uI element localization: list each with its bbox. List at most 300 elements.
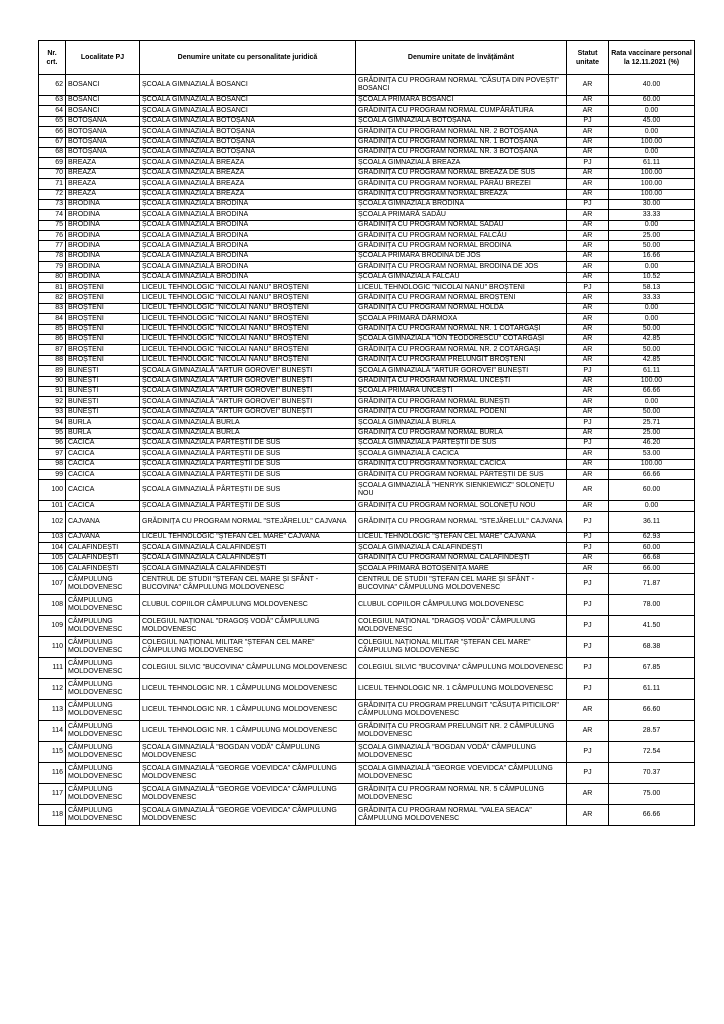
cell-localitate: CÂMPULUNG MOLDOVENESC bbox=[66, 595, 140, 616]
cell-unitate-inv: LICEUL TEHNOLOGIC NR. 1 CÂMPULUNG MOLDOVENESC bbox=[356, 679, 567, 700]
cell-nr: 71 bbox=[39, 179, 66, 189]
cell-statut: PJ bbox=[567, 742, 609, 763]
table-row bbox=[39, 595, 695, 616]
cell-nr: 110 bbox=[39, 637, 66, 658]
cell-unitate-inv: ȘCOALA PRIMARĂ BRODINA DE JOS bbox=[356, 251, 567, 261]
cell-statut: AR bbox=[567, 231, 609, 241]
cell-unitate-inv: GRĂDINIȚA CU PROGRAM NORMAL NR. 1 COTÂRGAȘI bbox=[356, 324, 567, 334]
cell-unitate-pj: LICEUL TEHNOLOGIC "NICOLAI NANU" BROȘTENI bbox=[140, 283, 356, 293]
cell-statut: AR bbox=[567, 721, 609, 742]
table-row bbox=[39, 314, 695, 324]
header-statut: Statut unitate bbox=[567, 41, 609, 75]
cell-localitate: CÂMPULUNG MOLDOVENESC bbox=[66, 784, 140, 805]
cell-unitate-pj: LICEUL TEHNOLOGIC "ȘTEFAN CEL MARE" CAJVANA bbox=[140, 532, 356, 542]
cell-rata: 75.00 bbox=[609, 784, 695, 805]
cell-nr: 88 bbox=[39, 355, 66, 365]
table-row bbox=[39, 428, 695, 438]
table-row bbox=[39, 805, 695, 826]
cell-statut: AR bbox=[567, 407, 609, 417]
cell-nr: 113 bbox=[39, 700, 66, 721]
cell-rata: 25.71 bbox=[609, 418, 695, 428]
cell-unitate-pj: ȘCOALA GIMNAZIALĂ BRODINA bbox=[140, 251, 356, 261]
table-row bbox=[39, 784, 695, 805]
table-row bbox=[39, 137, 695, 147]
cell-nr: 90 bbox=[39, 376, 66, 386]
cell-nr: 72 bbox=[39, 189, 66, 199]
cell-localitate: BOTOȘANA bbox=[66, 127, 140, 137]
cell-statut: AR bbox=[567, 376, 609, 386]
cell-localitate: BUNEȘTI bbox=[66, 376, 140, 386]
cell-localitate: BRODINA bbox=[66, 220, 140, 230]
cell-localitate: CÂMPULUNG MOLDOVENESC bbox=[66, 658, 140, 679]
cell-unitate-pj: CLUBUL COPIILOR CÂMPULUNG MOLDOVENESC bbox=[140, 595, 356, 616]
cell-unitate-inv: GRĂDINIȚA CU PROGRAM NORMAL NR. 3 BOTOȘANA bbox=[356, 147, 567, 157]
cell-statut: PJ bbox=[567, 418, 609, 428]
cell-unitate-inv: GRĂDINIȚA CU PROGRAM NORMAL NR. 1 BOTOȘANA bbox=[356, 137, 567, 147]
cell-nr: 83 bbox=[39, 303, 66, 313]
cell-unitate-pj: LICEUL TEHNOLOGIC NR. 1 CÂMPULUNG MOLDOVENESC bbox=[140, 721, 356, 742]
cell-rata: 0.00 bbox=[609, 314, 695, 324]
cell-statut: PJ bbox=[567, 658, 609, 679]
table-row bbox=[39, 616, 695, 637]
cell-rata: 68.38 bbox=[609, 637, 695, 658]
cell-unitate-pj: ȘCOALA GIMNAZIALĂ BOTOȘANA bbox=[140, 116, 356, 126]
table-row bbox=[39, 386, 695, 396]
cell-rata: 60.00 bbox=[609, 543, 695, 553]
cell-unitate-inv: ȘCOALA GIMNAZIALĂ BURLA bbox=[356, 418, 567, 428]
cell-unitate-inv: COLEGIUL NAȚIONAL "DRAGOȘ VODĂ" CÂMPULUNG MOLDOVENESC bbox=[356, 616, 567, 637]
cell-unitate-inv: GRĂDINIȚA CU PROGRAM PRELUNGIT BROȘTENI bbox=[356, 355, 567, 365]
table-row bbox=[39, 679, 695, 700]
cell-unitate-pj: COLEGIUL NAȚIONAL "DRAGOȘ VODĂ" CÂMPULUNG MOLDOVENESC bbox=[140, 616, 356, 637]
cell-statut: AR bbox=[567, 700, 609, 721]
cell-rata: 58.13 bbox=[609, 283, 695, 293]
cell-unitate-inv: GRĂDINIȚA CU PROGRAM NORMAL PODENI bbox=[356, 407, 567, 417]
cell-localitate: CAJVANA bbox=[66, 532, 140, 542]
cell-unitate-pj: CENTRUL DE STUDII "ȘTEFAN CEL MARE ȘI SFÂNT - BUCOVINA" CÂMPULUNG MOLDOVENESC bbox=[140, 574, 356, 595]
cell-nr: 63 bbox=[39, 96, 66, 106]
cell-nr: 111 bbox=[39, 658, 66, 679]
table-row bbox=[39, 158, 695, 168]
cell-localitate: BUNEȘTI bbox=[66, 407, 140, 417]
cell-rata: 36.11 bbox=[609, 511, 695, 532]
cell-statut: PJ bbox=[567, 679, 609, 700]
cell-rata: 61.11 bbox=[609, 158, 695, 168]
table-body bbox=[39, 75, 695, 826]
table-row bbox=[39, 470, 695, 480]
cell-localitate: BREAZA bbox=[66, 179, 140, 189]
cell-unitate-inv: GRĂDINIȚA CU PROGRAM NORMAL NR. 5 CÂMPULUNG MOLDOVENESC bbox=[356, 784, 567, 805]
cell-unitate-inv: GRĂDINIȚA CU PROGRAM NORMAL "VALEA SEACA" CÂMPULUNG MOLDOVENESC bbox=[356, 805, 567, 826]
table-row bbox=[39, 459, 695, 469]
table-row bbox=[39, 574, 695, 595]
cell-nr: 107 bbox=[39, 574, 66, 595]
cell-localitate: CÂMPULUNG MOLDOVENESC bbox=[66, 700, 140, 721]
cell-rata: 72.54 bbox=[609, 742, 695, 763]
cell-localitate: BUNEȘTI bbox=[66, 366, 140, 376]
cell-unitate-pj: ȘCOALA GIMNAZIALĂ BRODINA bbox=[140, 241, 356, 251]
cell-statut: AR bbox=[567, 355, 609, 365]
cell-localitate: BROȘTENI bbox=[66, 283, 140, 293]
table-row bbox=[39, 345, 695, 355]
cell-unitate-pj: ȘCOALA GIMNAZIALĂ BURLA bbox=[140, 428, 356, 438]
header-nr: Nr. crt. bbox=[39, 41, 66, 75]
table-row bbox=[39, 763, 695, 784]
cell-localitate: BROȘTENI bbox=[66, 303, 140, 313]
cell-statut: PJ bbox=[567, 595, 609, 616]
cell-unitate-pj: LICEUL TEHNOLOGIC "NICOLAI NANU" BROȘTENI bbox=[140, 345, 356, 355]
cell-unitate-inv: COLEGIUL SILVIC "BUCOVINA" CÂMPULUNG MOLDOVENESC bbox=[356, 658, 567, 679]
cell-statut: AR bbox=[567, 459, 609, 469]
table-row bbox=[39, 334, 695, 344]
cell-localitate: BOTOȘANA bbox=[66, 137, 140, 147]
cell-statut: AR bbox=[567, 324, 609, 334]
table-row bbox=[39, 96, 695, 106]
cell-unitate-inv: COLEGIUL NAȚIONAL MILITAR "ȘTEFAN CEL MARE" CÂMPULUNG MOLDOVENESC bbox=[356, 637, 567, 658]
cell-nr: 100 bbox=[39, 480, 66, 501]
table-row bbox=[39, 366, 695, 376]
cell-unitate-pj: ȘCOALA GIMNAZIALĂ BOSANCI bbox=[140, 106, 356, 116]
cell-localitate: BROȘTENI bbox=[66, 324, 140, 334]
table-row bbox=[39, 407, 695, 417]
cell-nr: 79 bbox=[39, 262, 66, 272]
cell-rata: 100.00 bbox=[609, 459, 695, 469]
cell-localitate: CACICA bbox=[66, 480, 140, 501]
cell-unitate-pj: ȘCOALA GIMNAZIALĂ BOSANCI bbox=[140, 96, 356, 106]
cell-localitate: BOTOȘANA bbox=[66, 116, 140, 126]
table-row bbox=[39, 543, 695, 553]
cell-statut: AR bbox=[567, 303, 609, 313]
table-row bbox=[39, 210, 695, 220]
cell-unitate-inv: GRĂDINIȚA CU PROGRAM NORMAL NR. 2 BOTOȘANA bbox=[356, 127, 567, 137]
cell-unitate-inv: ȘCOALA GIMNAZIALĂ "BOGDAN VODĂ" CÂMPULUNG MOLDOVENESC bbox=[356, 742, 567, 763]
cell-rata: 50.00 bbox=[609, 407, 695, 417]
cell-nr: 62 bbox=[39, 75, 66, 96]
table-row bbox=[39, 564, 695, 574]
cell-rata: 50.00 bbox=[609, 241, 695, 251]
cell-localitate: BROȘTENI bbox=[66, 314, 140, 324]
cell-localitate: CACICA bbox=[66, 470, 140, 480]
cell-nr: 112 bbox=[39, 679, 66, 700]
cell-nr: 104 bbox=[39, 543, 66, 553]
cell-localitate: CACICA bbox=[66, 459, 140, 469]
cell-localitate: BROȘTENI bbox=[66, 334, 140, 344]
table-row bbox=[39, 189, 695, 199]
cell-unitate-inv: GRĂDINIȚA CU PROGRAM NORMAL "CĂSUȚA DIN POVEȘTI" BOSANCI bbox=[356, 75, 567, 96]
cell-rata: 100.00 bbox=[609, 179, 695, 189]
cell-localitate: BRODINA bbox=[66, 251, 140, 261]
cell-statut: PJ bbox=[567, 199, 609, 209]
cell-localitate: BURLA bbox=[66, 418, 140, 428]
header-rata: Rata vaccinare personal la 12.11.2021 (%) bbox=[609, 41, 695, 75]
cell-rata: 42.85 bbox=[609, 334, 695, 344]
cell-unitate-pj: ȘCOALA GIMNAZIALĂ "ARTUR GOROVEI" BUNEȘTI bbox=[140, 376, 356, 386]
cell-unitate-pj: LICEUL TEHNOLOGIC "NICOLAI NANU" BROȘTENI bbox=[140, 314, 356, 324]
table-row bbox=[39, 251, 695, 261]
cell-unitate-inv: ȘCOALA PRIMARĂ UNCEȘTI bbox=[356, 386, 567, 396]
cell-unitate-inv: ȘCOALA GIMNAZIALĂ BREAZA bbox=[356, 158, 567, 168]
cell-nr: 65 bbox=[39, 116, 66, 126]
cell-rata: 42.85 bbox=[609, 355, 695, 365]
cell-statut: PJ bbox=[567, 532, 609, 542]
cell-unitate-pj: ȘCOALA GIMNAZIALĂ BREAZA bbox=[140, 189, 356, 199]
table-row bbox=[39, 179, 695, 189]
table-row bbox=[39, 418, 695, 428]
table-row bbox=[39, 262, 695, 272]
cell-rata: 100.00 bbox=[609, 137, 695, 147]
cell-rata: 60.00 bbox=[609, 96, 695, 106]
cell-nr: 118 bbox=[39, 805, 66, 826]
table-row bbox=[39, 220, 695, 230]
cell-nr: 81 bbox=[39, 283, 66, 293]
cell-unitate-inv: GRĂDINIȚA CU PROGRAM NORMAL BURLA bbox=[356, 428, 567, 438]
cell-rata: 50.00 bbox=[609, 324, 695, 334]
cell-statut: AR bbox=[567, 805, 609, 826]
cell-rata: 100.00 bbox=[609, 376, 695, 386]
cell-rata: 66.66 bbox=[609, 805, 695, 826]
cell-statut: AR bbox=[567, 784, 609, 805]
cell-rata: 0.00 bbox=[609, 397, 695, 407]
cell-unitate-inv: GRĂDINIȚA CU PROGRAM NORMAL CUMPĂRĂTURA bbox=[356, 106, 567, 116]
cell-localitate: BRODINA bbox=[66, 272, 140, 282]
table-row bbox=[39, 199, 695, 209]
cell-nr: 67 bbox=[39, 137, 66, 147]
cell-nr: 73 bbox=[39, 199, 66, 209]
cell-rata: 25.00 bbox=[609, 231, 695, 241]
cell-unitate-pj: ȘCOALA GIMNAZIALĂ BURLA bbox=[140, 418, 356, 428]
cell-nr: 91 bbox=[39, 386, 66, 396]
cell-localitate: CÂMPULUNG MOLDOVENESC bbox=[66, 763, 140, 784]
cell-statut: AR bbox=[567, 137, 609, 147]
cell-unitate-pj: COLEGIUL NAȚIONAL MILITAR "ȘTEFAN CEL MARE" CÂMPULUNG MOLDOVENESC bbox=[140, 637, 356, 658]
cell-rata: 41.50 bbox=[609, 616, 695, 637]
cell-unitate-pj: LICEUL TEHNOLOGIC "NICOLAI NANU" BROȘTENI bbox=[140, 293, 356, 303]
cell-unitate-pj: ȘCOALA GIMNAZIALĂ BRODINA bbox=[140, 210, 356, 220]
document-page bbox=[38, 40, 694, 826]
cell-localitate: CÂMPULUNG MOLDOVENESC bbox=[66, 721, 140, 742]
cell-nr: 69 bbox=[39, 158, 66, 168]
cell-nr: 117 bbox=[39, 784, 66, 805]
cell-unitate-pj: LICEUL TEHNOLOGIC "NICOLAI NANU" BROȘTENI bbox=[140, 355, 356, 365]
cell-unitate-inv: GRĂDINIȚA CU PROGRAM NORMAL SOLONEȚU NOU bbox=[356, 501, 567, 511]
cell-localitate: BURLA bbox=[66, 428, 140, 438]
cell-rata: 61.11 bbox=[609, 366, 695, 376]
cell-localitate: BROȘTENI bbox=[66, 355, 140, 365]
cell-rata: 78.00 bbox=[609, 595, 695, 616]
cell-unitate-inv: GRĂDINIȚA CU PROGRAM NORMAL NR. 2 COTÂRGAȘI bbox=[356, 345, 567, 355]
cell-unitate-inv: GRĂDINIȚA CU PROGRAM NORMAL PÂRTEȘTII DE SUS bbox=[356, 470, 567, 480]
cell-unitate-pj: ȘCOALA GIMNAZIALĂ PÂRTEȘTII DE SUS bbox=[140, 480, 356, 501]
cell-unitate-inv: ȘCOALA GIMNAZIALĂ "ARTUR GOROVEI" BUNEȘTI bbox=[356, 366, 567, 376]
cell-unitate-inv: GRĂDINIȚA CU PROGRAM NORMAL HOLDA bbox=[356, 303, 567, 313]
cell-localitate: BUNEȘTI bbox=[66, 386, 140, 396]
cell-unitate-pj: ȘCOALA GIMNAZIALĂ "ARTUR GOROVEI" BUNEȘTI bbox=[140, 366, 356, 376]
cell-rata: 100.00 bbox=[609, 189, 695, 199]
cell-unitate-pj: ȘCOALA GIMNAZIALĂ CALAFINDEȘTI bbox=[140, 553, 356, 563]
cell-nr: 80 bbox=[39, 272, 66, 282]
cell-unitate-inv: GRĂDINIȚA CU PROGRAM NORMAL CACICA bbox=[356, 459, 567, 469]
table-row bbox=[39, 501, 695, 511]
table-row bbox=[39, 127, 695, 137]
cell-unitate-inv: ȘCOALA GIMNAZIALĂ BRODINA bbox=[356, 199, 567, 209]
cell-unitate-pj: LICEUL TEHNOLOGIC "NICOLAI NANU" BROȘTENI bbox=[140, 334, 356, 344]
cell-unitate-pj: ȘCOALA GIMNAZIALĂ BRODINA bbox=[140, 220, 356, 230]
cell-statut: AR bbox=[567, 168, 609, 178]
cell-unitate-pj: ȘCOALA GIMNAZIALĂ PÂRTEȘTII DE SUS bbox=[140, 501, 356, 511]
cell-unitate-pj: ȘCOALA GIMNAZIALĂ BRODINA bbox=[140, 272, 356, 282]
cell-localitate: CÂMPULUNG MOLDOVENESC bbox=[66, 805, 140, 826]
cell-nr: 115 bbox=[39, 742, 66, 763]
cell-rata: 28.57 bbox=[609, 721, 695, 742]
cell-nr: 84 bbox=[39, 314, 66, 324]
cell-nr: 102 bbox=[39, 511, 66, 532]
cell-rata: 66.60 bbox=[609, 700, 695, 721]
cell-statut: AR bbox=[567, 345, 609, 355]
cell-localitate: CÂMPULUNG MOLDOVENESC bbox=[66, 679, 140, 700]
cell-statut: AR bbox=[567, 127, 609, 137]
cell-statut: PJ bbox=[567, 616, 609, 637]
table-row bbox=[39, 293, 695, 303]
cell-unitate-inv: ȘCOALA GIMNAZIALĂ "GEORGE VOEVIDCA" CÂMPULUNG MOLDOVENESC bbox=[356, 763, 567, 784]
cell-unitate-pj: LICEUL TEHNOLOGIC NR. 1 CÂMPULUNG MOLDOVENESC bbox=[140, 700, 356, 721]
table-row bbox=[39, 168, 695, 178]
cell-localitate: BRODINA bbox=[66, 199, 140, 209]
cell-unitate-pj: ȘCOALA GIMNAZIALĂ "ARTUR GOROVEI" BUNEȘTI bbox=[140, 397, 356, 407]
cell-statut: AR bbox=[567, 189, 609, 199]
cell-nr: 103 bbox=[39, 532, 66, 542]
cell-statut: AR bbox=[567, 262, 609, 272]
cell-nr: 68 bbox=[39, 147, 66, 157]
cell-nr: 99 bbox=[39, 470, 66, 480]
cell-nr: 94 bbox=[39, 418, 66, 428]
cell-localitate: BOSANCI bbox=[66, 75, 140, 96]
cell-unitate-inv: LICEUL TEHNOLOGIC "ȘTEFAN CEL MARE" CAJVANA bbox=[356, 532, 567, 542]
cell-statut: AR bbox=[567, 220, 609, 230]
cell-statut: AR bbox=[567, 179, 609, 189]
cell-statut: AR bbox=[567, 470, 609, 480]
cell-unitate-inv: ȘCOALA PRIMARĂ SADĂU bbox=[356, 210, 567, 220]
cell-unitate-pj: LICEUL TEHNOLOGIC "NICOLAI NANU" BROȘTENI bbox=[140, 303, 356, 313]
cell-rata: 71.87 bbox=[609, 574, 695, 595]
table-row bbox=[39, 116, 695, 126]
cell-nr: 75 bbox=[39, 220, 66, 230]
cell-rata: 62.93 bbox=[609, 532, 695, 542]
table-row bbox=[39, 438, 695, 448]
cell-unitate-inv: ȘCOALA GIMNAZIALĂ FALCĂU bbox=[356, 272, 567, 282]
table-row bbox=[39, 742, 695, 763]
cell-statut: AR bbox=[567, 147, 609, 157]
cell-rata: 0.00 bbox=[609, 262, 695, 272]
cell-unitate-inv: GRĂDINIȚA CU PROGRAM NORMAL SADĂU bbox=[356, 220, 567, 230]
cell-nr: 87 bbox=[39, 345, 66, 355]
cell-rata: 60.00 bbox=[609, 480, 695, 501]
cell-statut: PJ bbox=[567, 438, 609, 448]
cell-unitate-pj: ȘCOALA GIMNAZIALĂ BREAZA bbox=[140, 158, 356, 168]
cell-nr: 92 bbox=[39, 397, 66, 407]
cell-unitate-inv: GRĂDINIȚA CU PROGRAM PRELUNGIT NR. 2 CÂMPULUNG MOLDOVENESC bbox=[356, 721, 567, 742]
cell-unitate-pj: ȘCOALA GIMNAZIALĂ "GEORGE VOEVIDCA" CÂMPULUNG MOLDOVENESC bbox=[140, 784, 356, 805]
cell-statut: PJ bbox=[567, 283, 609, 293]
cell-unitate-inv: ȘCOALA GIMNAZIALĂ "ION TEODORESCU" COTÂRGAȘI bbox=[356, 334, 567, 344]
cell-statut: PJ bbox=[567, 637, 609, 658]
cell-statut: PJ bbox=[567, 116, 609, 126]
cell-unitate-inv: ȘCOALA GIMNAZIALĂ CACICA bbox=[356, 449, 567, 459]
cell-rata: 46.20 bbox=[609, 438, 695, 448]
cell-rata: 0.00 bbox=[609, 303, 695, 313]
cell-unitate-inv: ȘCOALA GIMNAZIALĂ BOTOȘANA bbox=[356, 116, 567, 126]
cell-rata: 66.66 bbox=[609, 470, 695, 480]
cell-rata: 30.00 bbox=[609, 199, 695, 209]
cell-nr: 106 bbox=[39, 564, 66, 574]
cell-unitate-pj: ȘCOALA GIMNAZIALĂ BRODINA bbox=[140, 199, 356, 209]
cell-rata: 100.00 bbox=[609, 168, 695, 178]
cell-statut: AR bbox=[567, 106, 609, 116]
cell-unitate-pj: ȘCOALA GIMNAZIALĂ BREAZA bbox=[140, 168, 356, 178]
cell-nr: 74 bbox=[39, 210, 66, 220]
cell-statut: AR bbox=[567, 96, 609, 106]
table-row bbox=[39, 532, 695, 542]
cell-unitate-pj: ȘCOALA GIMNAZIALĂ "ARTUR GOROVEI" BUNEȘTI bbox=[140, 386, 356, 396]
table-row bbox=[39, 75, 695, 96]
cell-statut: PJ bbox=[567, 763, 609, 784]
cell-nr: 64 bbox=[39, 106, 66, 116]
cell-rata: 25.00 bbox=[609, 428, 695, 438]
cell-unitate-pj: ȘCOALA GIMNAZIALĂ PÂRTEȘTII DE SUS bbox=[140, 470, 356, 480]
table-row bbox=[39, 449, 695, 459]
cell-statut: AR bbox=[567, 293, 609, 303]
cell-nr: 116 bbox=[39, 763, 66, 784]
cell-rata: 40.00 bbox=[609, 75, 695, 96]
table-row bbox=[39, 511, 695, 532]
cell-rata: 70.37 bbox=[609, 763, 695, 784]
cell-nr: 82 bbox=[39, 293, 66, 303]
cell-statut: PJ bbox=[567, 366, 609, 376]
cell-unitate-pj: LICEUL TEHNOLOGIC NR. 1 CÂMPULUNG MOLDOVENESC bbox=[140, 679, 356, 700]
cell-nr: 95 bbox=[39, 428, 66, 438]
cell-rata: 16.66 bbox=[609, 251, 695, 261]
cell-localitate: CALAFINDEȘTI bbox=[66, 564, 140, 574]
table-row bbox=[39, 241, 695, 251]
cell-rata: 61.11 bbox=[609, 679, 695, 700]
table-row bbox=[39, 637, 695, 658]
cell-localitate: BRODINA bbox=[66, 262, 140, 272]
cell-statut: AR bbox=[567, 251, 609, 261]
table-row bbox=[39, 231, 695, 241]
table-row bbox=[39, 147, 695, 157]
cell-unitate-inv: ȘCOALA PRIMARĂ BOSANCI bbox=[356, 96, 567, 106]
cell-statut: PJ bbox=[567, 511, 609, 532]
cell-nr: 108 bbox=[39, 595, 66, 616]
cell-localitate: CACICA bbox=[66, 501, 140, 511]
cell-unitate-inv: GRĂDINIȚA CU PROGRAM NORMAL FALCĂU bbox=[356, 231, 567, 241]
cell-localitate: BREAZA bbox=[66, 168, 140, 178]
cell-unitate-inv: GRĂDINIȚA CU PROGRAM NORMAL BUNEȘTI bbox=[356, 397, 567, 407]
cell-statut: AR bbox=[567, 397, 609, 407]
cell-localitate: CALAFINDEȘTI bbox=[66, 553, 140, 563]
cell-localitate: CÂMPULUNG MOLDOVENESC bbox=[66, 616, 140, 637]
table-row bbox=[39, 700, 695, 721]
cell-nr: 86 bbox=[39, 334, 66, 344]
cell-unitate-inv: GRĂDINIȚA CU PROGRAM NORMAL "STEJĂRELUL" CAJVANA bbox=[356, 511, 567, 532]
table-row bbox=[39, 376, 695, 386]
cell-unitate-pj: ȘCOALA GIMNAZIALĂ BRODINA bbox=[140, 262, 356, 272]
cell-nr: 93 bbox=[39, 407, 66, 417]
cell-unitate-inv: GRĂDINIȚA CU PROGRAM NORMAL CALAFINDEȘTI bbox=[356, 553, 567, 563]
cell-nr: 77 bbox=[39, 241, 66, 251]
table-row bbox=[39, 303, 695, 313]
cell-nr: 97 bbox=[39, 449, 66, 459]
cell-unitate-pj: LICEUL TEHNOLOGIC "NICOLAI NANU" BROȘTENI bbox=[140, 324, 356, 334]
